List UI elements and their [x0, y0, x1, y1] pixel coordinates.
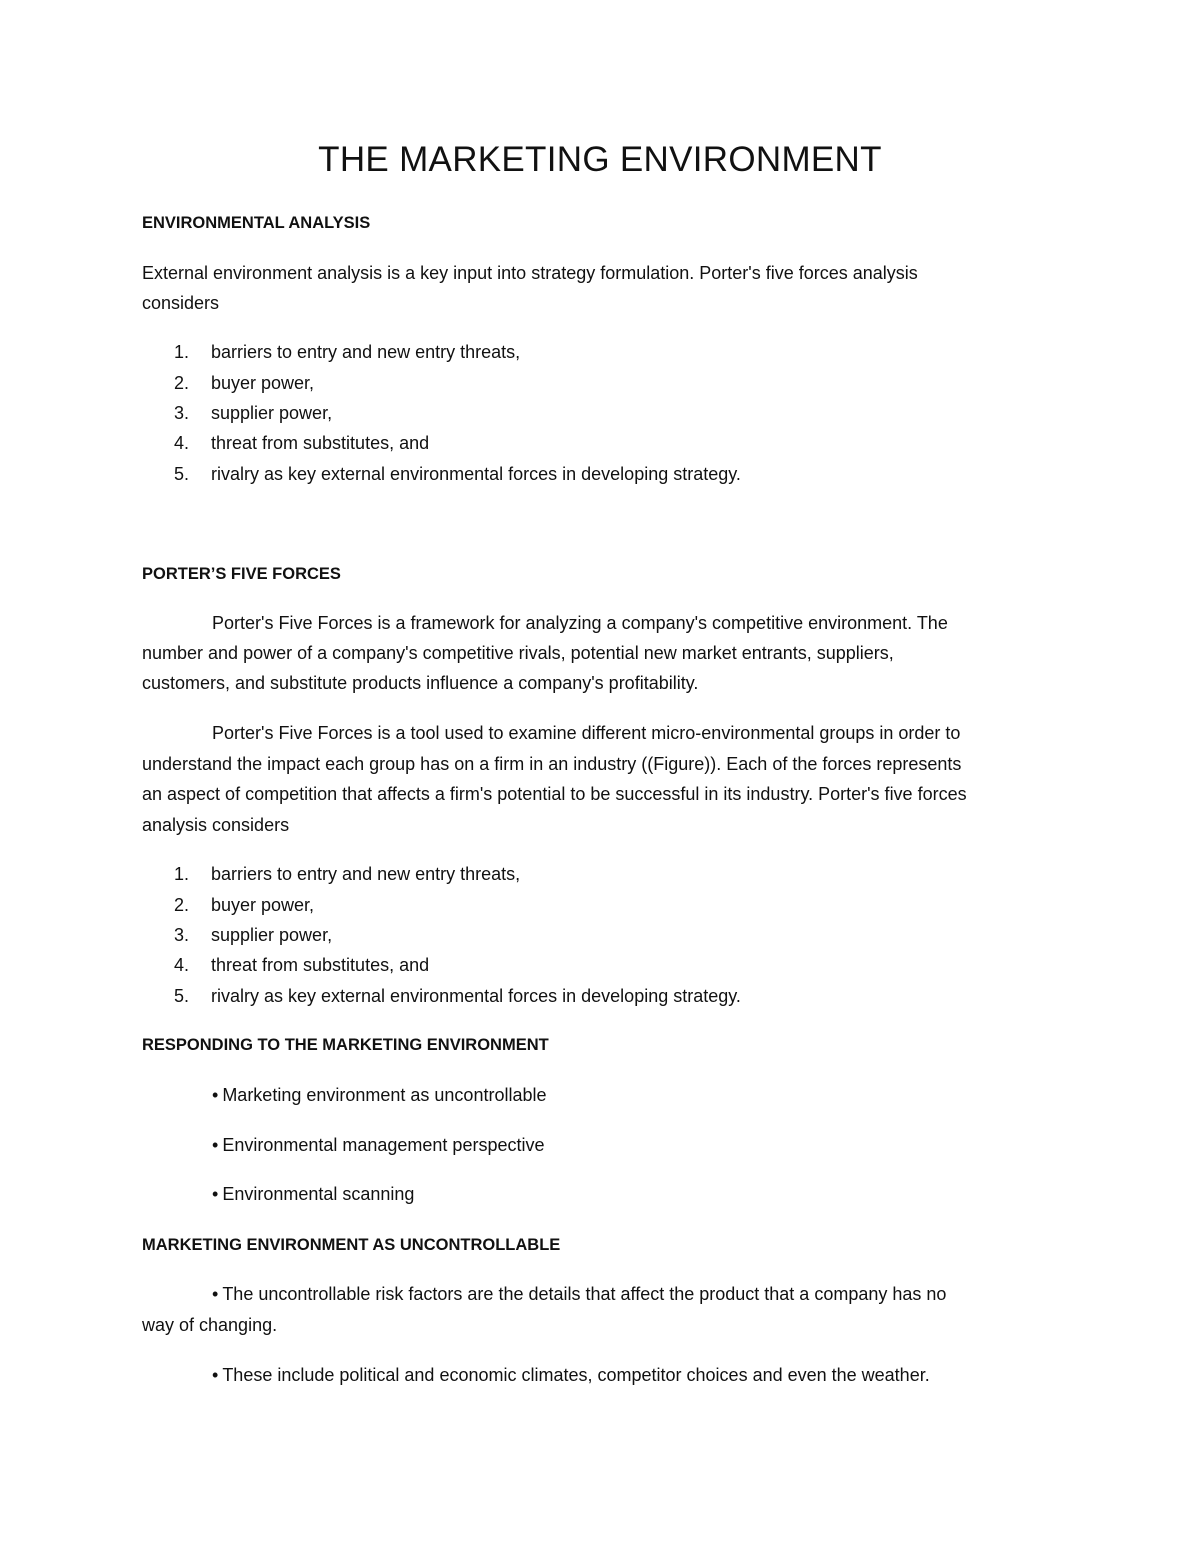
paragraph-line: way of changing. — [142, 1315, 278, 1335]
list-item: barriers to entry and new entry threats, — [211, 342, 521, 362]
list-number: 1. — [174, 864, 190, 884]
list-number: 2. — [174, 373, 190, 393]
bullet-text: Marketing environment as uncontrollable — [222, 1085, 547, 1105]
bullet-text: The uncontrollable risk factors are the details that affect the product that a company has no — [222, 1284, 947, 1304]
list-item: supplier power, — [211, 925, 333, 945]
paragraph-line: External environment analysis is a key input into strategy formulation. Porter's five forces analysis — [142, 263, 918, 283]
bullet-text: Environmental management perspective — [222, 1135, 545, 1155]
list-number: 3. — [174, 925, 190, 945]
list-number: 3. — [174, 403, 190, 423]
list-item: buyer power, — [211, 373, 315, 393]
paragraph-line: considers — [142, 293, 220, 313]
list-item: threat from substitutes, and — [211, 433, 430, 453]
bullet-icon: • — [212, 1085, 219, 1105]
list-number: 4. — [174, 955, 190, 975]
bullet-icon: • — [212, 1284, 219, 1304]
paragraph-line: Porter's Five Forces is a tool used to examine different micro-environmental groups in order to — [212, 723, 961, 743]
list-item: rivalry as key external environmental forces in developing strategy. — [211, 464, 741, 484]
document-title: THE MARKETING ENVIRONMENT — [318, 140, 882, 179]
paragraph-line: number and power of a company's competitive rivals, potential new market entrants, suppliers, — [142, 643, 894, 663]
list-number: 5. — [174, 464, 190, 484]
list-number: 4. — [174, 433, 190, 453]
bullet-item — [212, 1360, 930, 1390]
list-item: buyer power, — [211, 895, 315, 915]
paragraph-line: customers, and substitute products influence a company's profitability. — [142, 673, 699, 693]
bullet-item — [212, 1179, 414, 1209]
paragraph-line: Porter's Five Forces is a framework for analyzing a company's competitive environment. The — [212, 613, 948, 633]
list-number: 2. — [174, 895, 190, 915]
list-item: barriers to entry and new entry threats, — [211, 864, 521, 884]
bullet-icon: • — [212, 1135, 219, 1155]
paragraph-line: understand the impact each group has on a firm in an industry ((Figure)). Each of the forces represents — [142, 754, 962, 774]
bullet-icon: • — [212, 1365, 219, 1385]
heading-porters-five-forces: PORTER’S FIVE FORCES — [142, 565, 341, 583]
bullet-item — [212, 1080, 547, 1110]
bullet-text: These include political and economic climates, competitor choices and even the weather. — [222, 1365, 930, 1385]
heading-uncontrollable: MARKETING ENVIRONMENT AS UNCONTROLLABLE — [142, 1236, 561, 1254]
bullet-icon: • — [212, 1184, 219, 1204]
paragraph-line: analysis considers — [142, 815, 290, 835]
list-item: supplier power, — [211, 403, 333, 423]
list-item: rivalry as key external environmental forces in developing strategy. — [211, 986, 741, 1006]
list-number: 5. — [174, 986, 190, 1006]
heading-responding: RESPONDING TO THE MARKETING ENVIRONMENT — [142, 1036, 549, 1054]
bullet-item — [212, 1130, 544, 1160]
list-item: threat from substitutes, and — [211, 955, 430, 975]
paragraph-line: an aspect of competition that affects a firm's potential to be successful in its industry. Porter's five forces — [142, 784, 967, 804]
bullet-text: Environmental scanning — [222, 1184, 415, 1204]
heading-environmental-analysis: ENVIRONMENTAL ANALYSIS — [142, 214, 371, 232]
bullet-item — [212, 1279, 946, 1309]
list-number: 1. — [174, 342, 190, 362]
